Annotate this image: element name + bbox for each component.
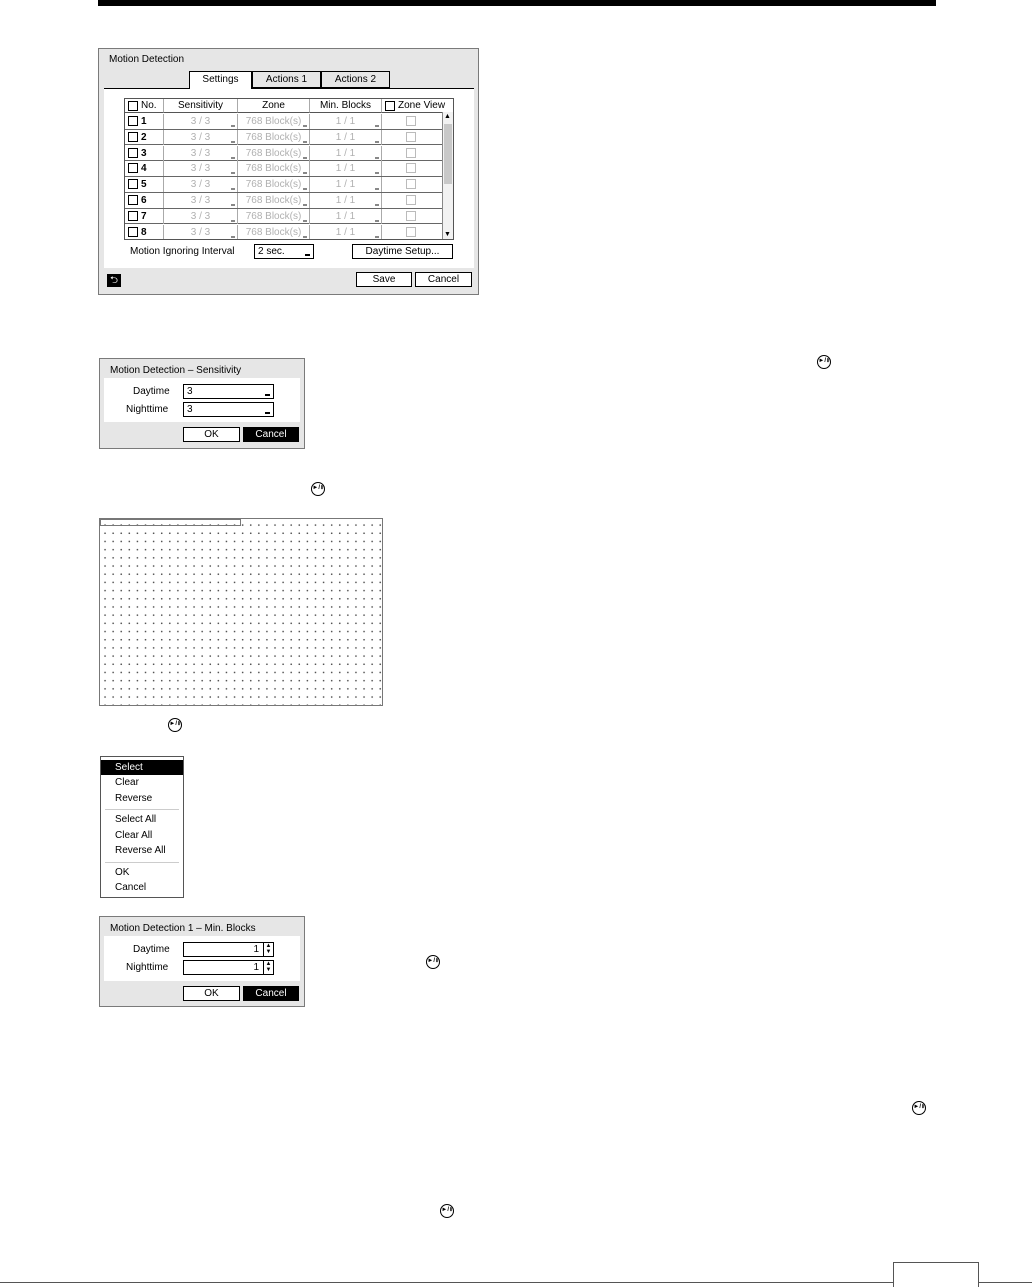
zone-view-checkbox[interactable]	[406, 116, 416, 126]
play-pause-icon: ►/॥	[426, 955, 440, 969]
sensitivity-daytime-label: Daytime	[133, 386, 170, 397]
column-header-zone-view	[382, 99, 454, 113]
row-min-blocks[interactable]: 1 / 1	[310, 130, 382, 145]
play-pause-icon: ►/॥	[168, 718, 182, 732]
min-blocks-nighttime-label: Nighttime	[126, 962, 169, 973]
zone-view-checkbox[interactable]	[406, 195, 416, 205]
row-zone[interactable]: 768 Block(s)	[238, 114, 310, 129]
chevron-down-icon	[265, 394, 270, 396]
row-sensitivity[interactable]: 3 / 3	[164, 114, 238, 129]
menu-item-reverse-all[interactable]: Reverse All	[115, 845, 166, 856]
table-row[interactable]	[125, 177, 443, 193]
ignoring-interval-dropdown[interactable]	[254, 244, 314, 259]
chevron-down-icon	[303, 125, 307, 127]
row-sensitivity[interactable]: 3 / 3	[164, 146, 238, 161]
stepper-arrows-icon[interactable]: ▲ ▼	[263, 943, 273, 956]
table-row[interactable]	[125, 193, 443, 209]
play-pause-icon: ►/॥	[817, 355, 831, 369]
zone-view-all-checkbox[interactable]	[385, 101, 395, 111]
zone-view-checkbox[interactable]	[406, 148, 416, 158]
row-number[interactable]: 8	[125, 225, 164, 240]
column-header-sensitivity[interactable]: Sensitivity	[164, 99, 238, 113]
table-row[interactable]	[125, 209, 443, 225]
row-min-blocks[interactable]: 1 / 1	[310, 225, 382, 240]
row-checkbox[interactable]	[128, 227, 138, 237]
chevron-down-icon	[375, 141, 379, 143]
chevron-down-icon	[375, 172, 379, 174]
menu-item-clear-all[interactable]: Clear All	[115, 830, 153, 841]
table-scrollbar[interactable]	[442, 112, 453, 239]
menu-divider	[105, 862, 179, 863]
min-blocks-daytime-stepper[interactable]	[183, 942, 274, 957]
row-min-blocks[interactable]: 1 / 1	[310, 161, 382, 176]
chevron-down-icon	[265, 412, 270, 414]
row-min-blocks[interactable]: 1 / 1	[310, 193, 382, 208]
select-all-checkbox[interactable]	[128, 101, 138, 111]
cancel-button[interactable]: Cancel	[415, 272, 472, 287]
chevron-down-icon	[303, 172, 307, 174]
row-number[interactable]: 3	[125, 146, 164, 161]
chevron-down-icon	[231, 141, 235, 143]
dialog-title: Motion Detection	[109, 54, 185, 65]
zone-view-checkbox[interactable]	[406, 179, 416, 189]
menu-divider	[105, 809, 179, 810]
row-number[interactable]: 6	[125, 193, 164, 208]
chevron-down-icon	[303, 220, 307, 222]
row-sensitivity[interactable]: 3 / 3	[164, 225, 238, 240]
chevron-down-icon	[231, 188, 235, 190]
row-zone-view	[382, 225, 443, 240]
chevron-down-icon	[375, 125, 379, 127]
table-row[interactable]	[125, 161, 443, 177]
row-checkbox[interactable]	[128, 195, 138, 205]
min-blocks-daytime-label: Daytime	[133, 944, 170, 955]
zone-view-checkbox[interactable]	[406, 211, 416, 221]
chevron-down-icon	[303, 157, 307, 159]
row-zone[interactable]: 768 Block(s)	[238, 225, 310, 240]
row-zone-view	[382, 114, 443, 129]
sensitivity-daytime-value: 3	[187, 386, 193, 397]
row-zone[interactable]: 768 Block(s)	[238, 161, 310, 176]
menu-item-select-all[interactable]: Select All	[115, 814, 157, 825]
daytime-setup-button[interactable]: Daytime Setup...	[352, 244, 453, 259]
row-zone-view	[382, 193, 443, 208]
ignoring-interval-value: 2 sec.	[258, 246, 285, 257]
min-blocks-dialog-title: Motion Detection 1 – Min. Blocks	[110, 923, 256, 934]
table-row[interactable]	[125, 130, 443, 146]
row-zone[interactable]: 768 Block(s)	[238, 130, 310, 145]
menu-item-select[interactable]: Select	[101, 760, 183, 775]
row-min-blocks[interactable]: 1 / 1	[310, 146, 382, 161]
play-pause-icon: ►/॥	[912, 1101, 926, 1115]
motion-zone-grid[interactable]	[99, 518, 383, 706]
row-zone[interactable]: 768 Block(s)	[238, 177, 310, 192]
row-min-blocks[interactable]: 1 / 1	[310, 114, 382, 129]
row-number[interactable]: 7	[125, 209, 164, 224]
motion-table	[124, 98, 454, 240]
save-button[interactable]: Save	[356, 272, 412, 287]
tab-actions-2[interactable]: Actions 2	[321, 71, 390, 88]
play-pause-icon: ►/॥	[440, 1204, 454, 1218]
row-sensitivity[interactable]: 3 / 3	[164, 177, 238, 192]
row-sensitivity[interactable]: 3 / 3	[164, 209, 238, 224]
chevron-down-icon	[231, 125, 235, 127]
row-checkbox[interactable]	[128, 211, 138, 221]
row-sensitivity[interactable]: 3 / 3	[164, 130, 238, 145]
row-zone[interactable]: 768 Block(s)	[238, 146, 310, 161]
row-number[interactable]: 2	[125, 130, 164, 145]
row-number[interactable]: 1	[125, 114, 164, 129]
sensitivity-nighttime-value: 3	[187, 404, 193, 415]
chevron-down-icon	[303, 204, 307, 206]
row-zone[interactable]: 768 Block(s)	[238, 193, 310, 208]
chevron-down-icon	[231, 236, 235, 238]
row-zone-view	[382, 146, 443, 161]
table-row[interactable]	[125, 146, 443, 162]
row-min-blocks[interactable]: 1 / 1	[310, 209, 382, 224]
chevron-down-icon	[231, 220, 235, 222]
chevron-down-icon	[303, 236, 307, 238]
column-label-no: No.	[141, 100, 157, 111]
scroll-thumb[interactable]	[444, 124, 452, 184]
min-blocks-daytime-value: 1	[253, 944, 259, 955]
table-row[interactable]	[125, 225, 443, 240]
row-sensitivity[interactable]: 3 / 3	[164, 161, 238, 176]
menu-item-clear[interactable]: Clear	[115, 777, 139, 788]
min-blocks-cancel-button[interactable]: Cancel	[243, 986, 299, 1001]
min-blocks-nighttime-value: 1	[253, 962, 259, 973]
chevron-down-icon	[375, 157, 379, 159]
min-blocks-ok-button[interactable]: OK	[183, 986, 240, 1001]
scroll-up-icon[interactable]: ▲	[444, 113, 451, 120]
chevron-down-icon	[375, 188, 379, 190]
zone-view-checkbox[interactable]	[406, 163, 416, 173]
sensitivity-dialog-title: Motion Detection – Sensitivity	[110, 365, 242, 376]
table-row[interactable]	[125, 114, 443, 130]
column-header-no	[125, 99, 164, 113]
row-checkbox[interactable]	[128, 163, 138, 173]
row-checkbox[interactable]	[128, 179, 138, 189]
chevron-down-icon	[375, 236, 379, 238]
play-pause-icon: ►/॥	[311, 482, 325, 496]
ignoring-interval-label: Motion Ignoring Interval	[130, 246, 235, 257]
row-sensitivity[interactable]: 3 / 3	[164, 193, 238, 208]
zone-selection-cursor	[100, 519, 241, 526]
chevron-down-icon	[231, 204, 235, 206]
column-header-zone[interactable]: Zone	[238, 99, 310, 113]
sensitivity-nighttime-dropdown[interactable]	[183, 402, 274, 417]
header-rule	[98, 0, 936, 6]
page-number-box	[893, 1262, 979, 1287]
zone-view-checkbox[interactable]	[406, 132, 416, 142]
min-blocks-nighttime-stepper[interactable]	[183, 960, 274, 975]
row-checkbox[interactable]	[128, 132, 138, 142]
row-number[interactable]: 4	[125, 161, 164, 176]
chevron-down-icon	[303, 188, 307, 190]
row-zone-view	[382, 209, 443, 224]
tab-settings[interactable]: Settings	[189, 71, 252, 89]
footer-rule	[0, 1282, 1032, 1283]
scroll-down-icon[interactable]: ▼	[444, 231, 451, 238]
chevron-down-icon	[231, 157, 235, 159]
column-header-min-blocks[interactable]: Min. Blocks	[310, 99, 382, 113]
column-label-zone-view: Zone View	[398, 100, 446, 111]
tab-actions-1[interactable]: Actions 1	[252, 71, 321, 88]
sensitivity-ok-button[interactable]: OK	[183, 427, 240, 442]
sensitivity-nighttime-label: Nighttime	[126, 404, 169, 415]
chevron-down-icon	[375, 204, 379, 206]
menu-item-ok[interactable]: OK	[115, 867, 130, 878]
row-zone-view	[382, 130, 443, 145]
zone-view-checkbox[interactable]	[406, 227, 416, 237]
row-checkbox[interactable]	[128, 148, 138, 158]
row-zone-view	[382, 177, 443, 192]
menu-item-cancel[interactable]: Cancel	[115, 882, 147, 893]
stepper-arrows-icon[interactable]: ▲ ▼	[263, 961, 273, 974]
sensitivity-daytime-dropdown[interactable]	[183, 384, 274, 399]
menu-item-reverse[interactable]: Reverse	[115, 793, 153, 804]
row-checkbox[interactable]	[128, 116, 138, 126]
chevron-down-icon	[231, 172, 235, 174]
zone-context-menu	[100, 756, 184, 898]
chevron-down-icon	[375, 220, 379, 222]
sensitivity-cancel-button[interactable]: Cancel	[243, 427, 299, 442]
back-arrow-icon[interactable]: ⮌	[107, 274, 121, 287]
row-zone[interactable]: 768 Block(s)	[238, 209, 310, 224]
chevron-down-icon	[303, 141, 307, 143]
chevron-down-icon	[305, 254, 310, 256]
row-zone-view	[382, 161, 443, 176]
row-number[interactable]: 5	[125, 177, 164, 192]
row-min-blocks[interactable]: 1 / 1	[310, 177, 382, 192]
